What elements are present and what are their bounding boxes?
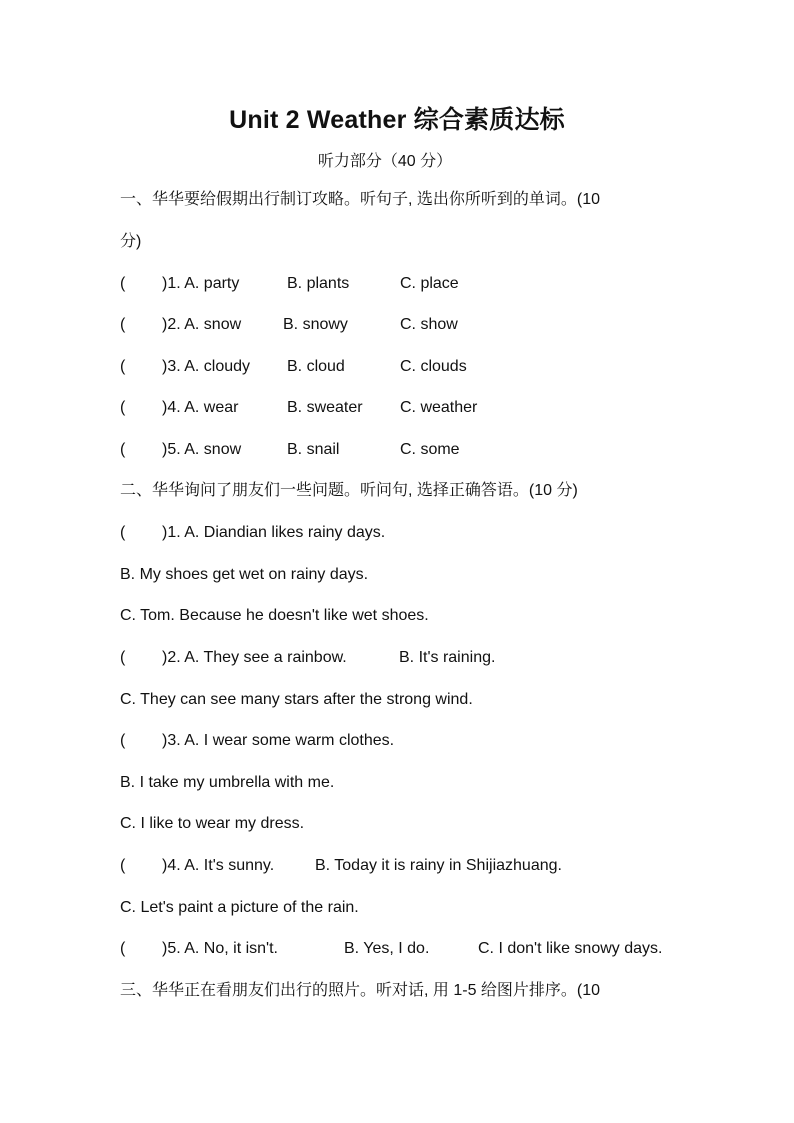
answer-paren: ( <box>120 275 126 292</box>
item-option-a: )1. A. party <box>162 275 240 292</box>
item-option-b: B. cloud <box>287 358 345 375</box>
q3-option-c: C. I like to wear my dress. <box>120 815 305 832</box>
q5-option-c: C. I don't like snowy days. <box>478 940 663 957</box>
item-option-b: B. snowy <box>283 316 348 333</box>
item-option-b: B. snail <box>287 441 340 458</box>
section2-heading: 二、华华询问了朋友们一些问题。听问句, 选择正确答语。(10 分) <box>120 482 578 499</box>
q4-option-a: )4. A. It's sunny. <box>162 857 275 874</box>
answer-paren: ( <box>120 940 126 957</box>
answer-paren: ( <box>120 857 126 874</box>
answer-paren: ( <box>120 358 126 375</box>
section1-heading-cont: 分) <box>120 233 142 250</box>
item-option-a: )5. A. snow <box>162 441 242 458</box>
item-option-c: C. weather <box>400 399 478 416</box>
item-option-a: )3. A. cloudy <box>162 358 251 375</box>
q4-option-b: B. Today it is rainy in Shijiazhuang. <box>315 857 562 874</box>
page-title: Unit 2 Weather 综合素质达标 <box>229 106 565 134</box>
answer-paren: ( <box>120 399 126 416</box>
item-option-c: C. place <box>400 275 459 292</box>
q5-option-a: )5. A. No, it isn't. <box>162 940 278 957</box>
item-option-c: C. show <box>400 316 458 333</box>
q1-option-c: C. Tom. Because he doesn't like wet shoes. <box>120 607 429 624</box>
q3-option-a: )3. A. I wear some warm clothes. <box>162 732 395 749</box>
item-option-b: B. sweater <box>287 399 363 416</box>
item-option-c: C. clouds <box>400 358 467 375</box>
page-subtitle: 听力部分（40 分） <box>317 153 453 170</box>
answer-paren: ( <box>120 441 126 458</box>
section1-heading: 一、华华要给假期出行制订攻略。听句子, 选出你所听到的单词。(10 <box>120 191 601 208</box>
q2-option-c: C. They can see many stars after the strong wind. <box>120 691 473 708</box>
item-option-a: )4. A. wear <box>162 399 239 416</box>
item-option-a: )2. A. snow <box>162 316 242 333</box>
answer-paren: ( <box>120 524 126 541</box>
q2-option-a: )2. A. They see a rainbow. <box>162 649 347 666</box>
answer-paren: ( <box>120 732 126 749</box>
item-option-b: B. plants <box>287 275 350 292</box>
q1-option-a: )1. A. Diandian likes rainy days. <box>162 524 386 541</box>
item-option-c: C. some <box>400 441 460 458</box>
q3-option-b: B. I take my umbrella with me. <box>120 774 335 791</box>
q1-option-b: B. My shoes get wet on rainy days. <box>120 566 369 583</box>
section3-heading: 三、华华正在看朋友们出行的照片。听对话, 用 1-5 给图片排序。(10 <box>120 982 601 999</box>
q2-option-b: B. It's raining. <box>399 649 496 666</box>
q5-option-b: B. Yes, I do. <box>344 940 430 957</box>
answer-paren: ( <box>120 316 126 333</box>
q4-option-c: C. Let's paint a picture of the rain. <box>120 899 359 916</box>
answer-paren: ( <box>120 649 126 666</box>
